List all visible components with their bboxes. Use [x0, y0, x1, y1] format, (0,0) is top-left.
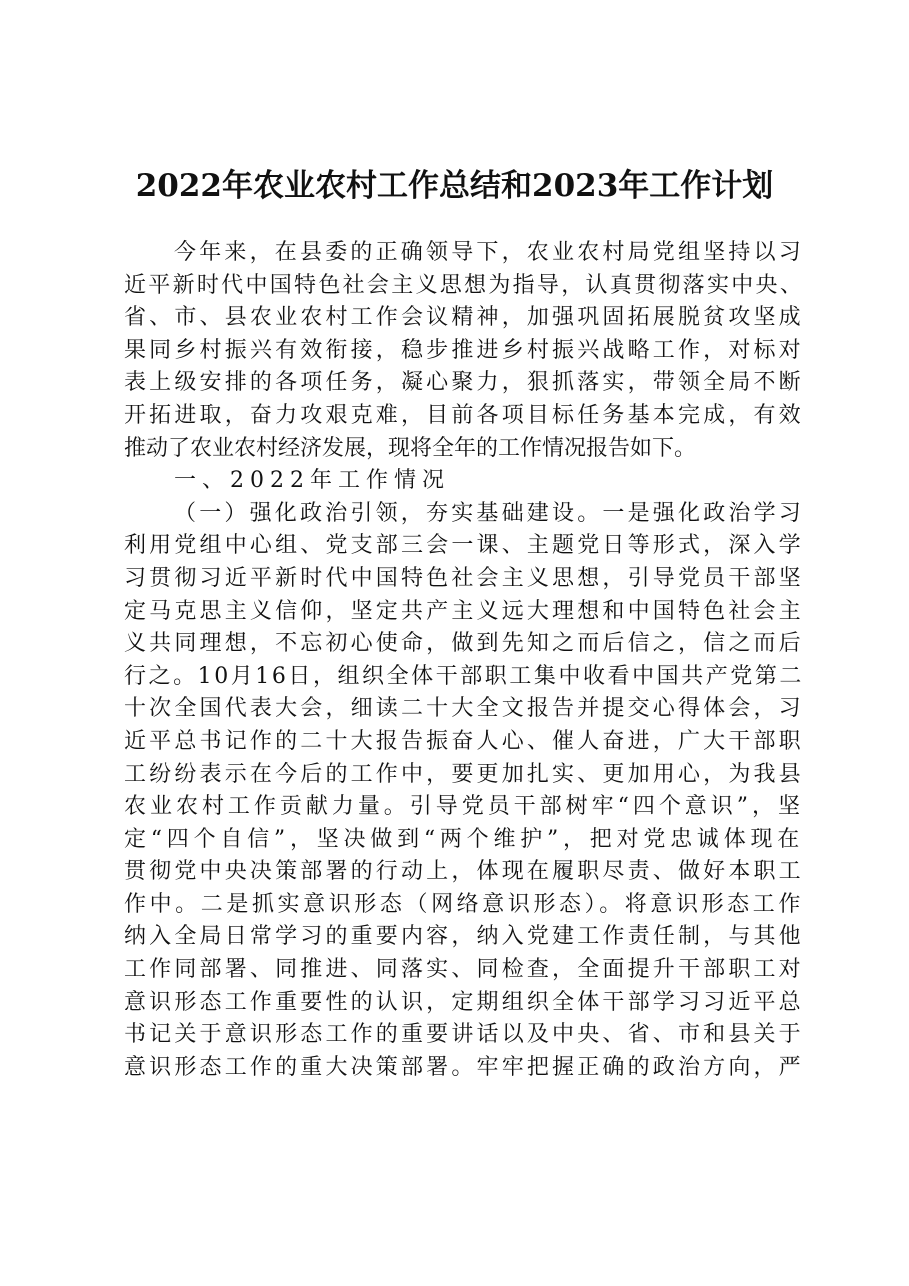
body-line: 今年来，在县委的正确领导下，农业农村局党组坚持以习 [174, 240, 805, 265]
body-line: 工纷纷表示在今后的工作中，要更加扎实、更加用心，为我县 [124, 761, 804, 787]
body-line: 省、市、县农业农村工作会议精神，加强巩固拓展脱贫攻坚成 [124, 305, 804, 331]
body-line: 定“四个自信”，坚决做到“两个维护”，把对党忠诚体现在 [124, 826, 805, 852]
body-line: 工作同部署、同推进、同落实、同检查，全面提升干部职工对 [124, 957, 804, 983]
body-line: 意识形态工作的重大决策部署。牢牢把握正确的政治方向，严 [124, 1054, 804, 1080]
body-line: 推动了农业农村经济发展，现将全年的工作情况报告如下。 [124, 435, 697, 461]
body-line: 近平新时代中国特色社会主义思想为指导，认真贯彻落实中央、 [124, 272, 805, 298]
body-line: 习贯彻习近平新时代中国特色社会主义思想，引导党员干部坚 [124, 565, 804, 591]
body-line: 义共同理想，不忘初心使命，做到先知之而后信之，信之而后 [124, 631, 804, 657]
body-line: 利用党组中心组、党支部三会一课、主题党日等形式，深入学 [124, 533, 804, 559]
body-line: 贯彻党中央决策部署的行动上，体现在履职尽责、做好本职工 [124, 859, 804, 885]
document-title: 2022年农业农村工作总结和2023年工作计划 [135, 168, 774, 204]
body-line: 近平总书记作的二十大报告振奋人心、催人奋进，广大干部职 [124, 728, 804, 754]
body-line: 表上级安排的各项任务，凝心聚力，狠抓落实，带领全局不断 [124, 370, 804, 396]
body-line: （一）强化政治引领，夯实基础建设。一是强化政治学习 [174, 500, 805, 526]
body-line: 果同乡村振兴有效衔接，稳步推进乡村振兴战略工作，对标对 [124, 337, 804, 363]
body-line: 纳入全局日常学习的重要内容，纳入党建工作责任制，与其他 [124, 924, 804, 950]
document-body [124, 237, 804, 1084]
body-line: 行之。10月16日，组织全体干部职工集中收看中国共产党第二 [124, 663, 804, 689]
body-line: 开拓进取，奋力攻艰克难，目前各项目标任务基本完成，有效 [124, 402, 804, 428]
body-line: 书记关于意识形态工作的重要讲话以及中央、省、市和县关于 [124, 1022, 804, 1048]
body-line: 十次全国代表大会，细读二十大全文报告并提交心得体会，习 [124, 696, 804, 722]
body-line: 一、2022年工作情况 [174, 468, 450, 494]
body-line: 作中。二是抓实意识形态（网络意识形态）。将意识形态工作 [124, 891, 804, 917]
body-line: 定马克思主义信仰，坚定共产主义远大理想和中国特色社会主 [124, 598, 804, 624]
body-line: 意识形态工作重要性的认识，定期组织全体干部学习习近平总 [124, 989, 804, 1015]
body-line: 农业农村工作贡献力量。引导党员干部树牢“四个意识”，坚 [124, 794, 804, 820]
